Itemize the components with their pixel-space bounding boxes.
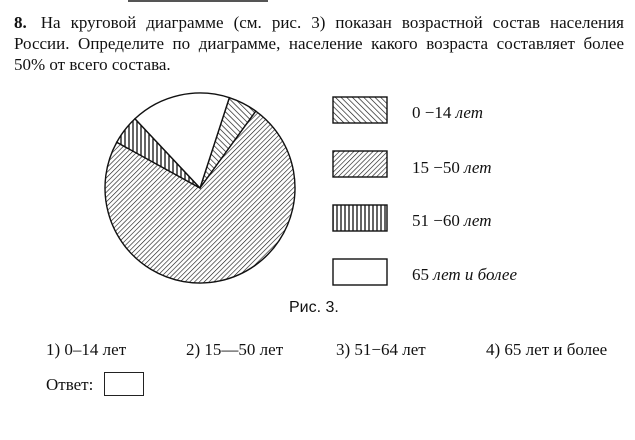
option-3[interactable]: 3) 51−64 лет <box>336 340 426 359</box>
legend-label-15-50: 15 −50 лет <box>412 158 492 177</box>
pie-slices <box>105 93 295 283</box>
legend-label-65-plus: 65 лет и более <box>412 265 518 284</box>
answer-label: Ответ: <box>46 375 94 394</box>
option-1[interactable]: 1) 0–14 лет <box>46 340 127 359</box>
legend-swatch-15-50 <box>333 151 387 177</box>
legend-swatch-0-14 <box>333 97 387 123</box>
legend-swatch-65-plus <box>333 259 387 285</box>
legend-swatch-51-60 <box>333 205 387 231</box>
option-4[interactable]: 4) 65 лет и более <box>486 340 608 359</box>
legend-swatches <box>333 97 387 285</box>
question-body: На круговой диаграмме (см. рис. 3) показан возрастной состав населения России. Определите по диаграмме, население какого возраста составляет более 50% от всего состава. <box>14 13 625 74</box>
option-2[interactable]: 2) 15—50 лет <box>186 340 284 359</box>
legend-label-51-60: 51 −60 лет <box>412 211 492 230</box>
question-number: 8. <box>14 13 27 32</box>
legend-label-0-14: 0 −14 лет <box>412 103 484 122</box>
answer-input-box[interactable] <box>104 372 144 396</box>
figure-caption: Рис. 3. <box>289 299 339 316</box>
